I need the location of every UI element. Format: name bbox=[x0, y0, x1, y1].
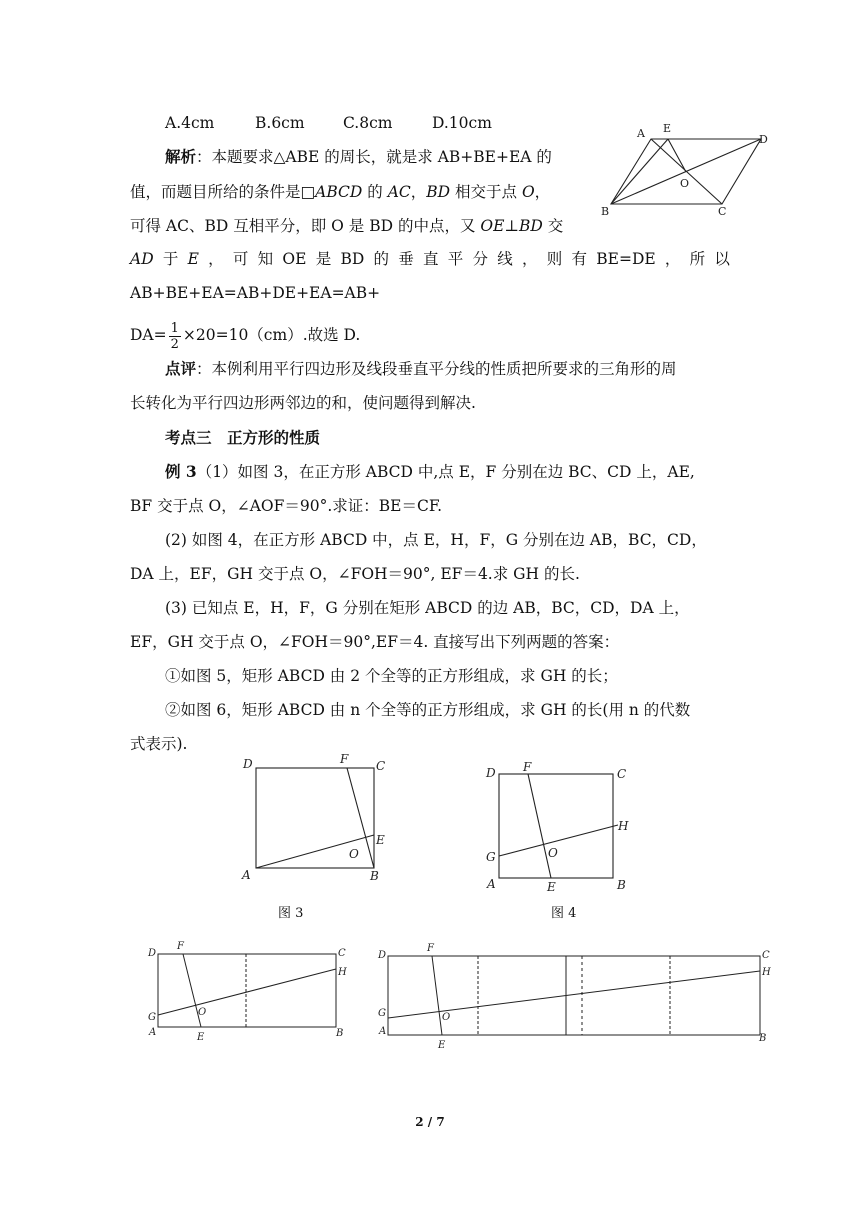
comment-line-2: 长转化为平行四边形两邻边的和，使问题得到解决. bbox=[130, 394, 476, 412]
fig4-label-a: A bbox=[487, 877, 496, 891]
figure-6 bbox=[372, 938, 782, 1053]
fig5-label-o: O bbox=[198, 1007, 207, 1018]
fig6-label-g: G bbox=[378, 1008, 386, 1019]
label-a: A bbox=[637, 127, 645, 140]
comment-line-1: 点评：本例利用平行四边形及线段垂直平分线的性质把所要求的三角形的周 bbox=[165, 359, 677, 378]
caption-fig3: 图 3 bbox=[278, 906, 304, 921]
fig6-label-f: F bbox=[427, 943, 434, 954]
fig4-label-f: F bbox=[523, 760, 532, 774]
label-d: D bbox=[759, 133, 768, 146]
section-title: 考点三 正方形的性质 bbox=[165, 428, 321, 447]
fig4-label-d: D bbox=[486, 766, 496, 780]
fig5-label-a: A bbox=[149, 1027, 157, 1038]
example-line-8: ②如图 6，矩形 ABCD 由 n 个全等的正方形组成，求 GH 的长(用 n 的代数 bbox=[165, 701, 691, 719]
analysis-line-1: 解析：本题要求△ABE 的周长，就是求 AB+BE+EA 的 bbox=[165, 147, 552, 166]
fig3-label-e: E bbox=[376, 833, 385, 847]
option-d: D.10cm bbox=[432, 114, 492, 132]
fig3-label-b: B bbox=[370, 869, 379, 883]
label-o: O bbox=[680, 177, 690, 190]
fig3-label-c: C bbox=[376, 759, 386, 773]
analysis-label: 解析 bbox=[165, 147, 197, 166]
fig5-label-f: F bbox=[177, 941, 184, 952]
fig5-label-b: B bbox=[336, 1028, 344, 1039]
figure-4 bbox=[481, 758, 641, 898]
example-line-2: BF 交于点 O，∠AOF＝90°.求证：BE＝CF. bbox=[130, 497, 443, 515]
figure-5 bbox=[143, 938, 353, 1048]
fig6-label-d: D bbox=[378, 950, 387, 961]
fig4-label-o: O bbox=[548, 846, 558, 860]
fig4-label-c: C bbox=[617, 767, 627, 781]
fig5-label-d: D bbox=[148, 948, 157, 959]
option-a: A.4cm bbox=[165, 114, 215, 132]
example-line-4: DA 上，EF，GH 交于点 O，∠FOH＝90°, EF＝4.求 GH 的长. bbox=[130, 565, 580, 583]
fig4-label-e: E bbox=[547, 880, 556, 894]
analysis-line-4: AD 于 E ， 可 知 OE 是 BD 的 垂 直 平 分 线 ， 则 有 BE=DE ， 所 以 bbox=[130, 250, 730, 268]
example-line-9: 式表示). bbox=[130, 735, 188, 753]
fig5-label-c: C bbox=[338, 948, 346, 959]
page-number: 2 / 7 bbox=[415, 1115, 445, 1129]
fig3-label-a: A bbox=[242, 868, 251, 882]
example-line-3: (2) 如图 4，在正方形 ABCD 中，点 E，H，F，G 分别在边 AB，BC，CD， bbox=[165, 531, 707, 549]
option-b: B.6cm bbox=[255, 114, 305, 132]
fig4-label-b: B bbox=[617, 878, 626, 892]
fig4-label-g: G bbox=[486, 850, 496, 864]
analysis-line-5: AB+BE+EA=AB+DE+EA=AB+ bbox=[130, 284, 381, 302]
fig6-label-h: H bbox=[762, 967, 771, 978]
comment-label: 点评 bbox=[165, 359, 197, 378]
fig5-label-h: H bbox=[338, 967, 347, 978]
example-label: 例 3 bbox=[165, 462, 197, 481]
label-c: C bbox=[718, 205, 727, 218]
label-b: B bbox=[601, 205, 610, 218]
caption-fig4: 图 4 bbox=[551, 906, 577, 921]
example-line-1: 例 3（1）如图 3，在正方形 ABCD 中,点 E，F 分别在边 BC、CD 上，AE, bbox=[165, 462, 695, 481]
analysis-line-2: 值，而题目所给的条件是□ABCD 的 AC，BD 相交于点 O， bbox=[130, 183, 551, 201]
fig6-label-a: A bbox=[379, 1026, 387, 1037]
fraction-one-half: $\frac{1}{2}$ bbox=[170, 320, 179, 352]
figure-3 bbox=[236, 752, 396, 887]
example-line-5: (3) 已知点 E，H，F，G 分别在矩形 ABCD 的边 AB，BC，CD，DA 上， bbox=[165, 599, 690, 617]
fig3-label-o: O bbox=[349, 847, 359, 861]
option-c: C.8cm bbox=[343, 114, 393, 132]
fig3-label-d: D bbox=[243, 757, 253, 771]
fig5-label-e: E bbox=[197, 1032, 205, 1043]
example-line-7: ①如图 5，矩形 ABCD 由 2 个全等的正方形组成，求 GH 的长； bbox=[165, 667, 618, 685]
example-line-6: EF，GH 交于点 O，∠FOH＝90°,EF＝4. 直接写出下列两题的答案： bbox=[130, 633, 620, 651]
fig5-label-g: G bbox=[148, 1012, 156, 1023]
fig6-label-b: B bbox=[759, 1033, 767, 1044]
fig3-label-f: F bbox=[340, 752, 349, 766]
fig4-label-h: H bbox=[618, 819, 629, 833]
label-e: E bbox=[663, 122, 672, 135]
fig6-label-e: E bbox=[438, 1040, 446, 1051]
fig6-label-o: O bbox=[442, 1012, 451, 1023]
parallelogram-figure bbox=[596, 118, 772, 228]
analysis-line-6: DA= $\frac{1}{2}$ ×20=10（cm）.故选 D. bbox=[130, 320, 361, 352]
fig6-label-c: C bbox=[762, 950, 770, 961]
analysis-line-3: 可得 AC、BD 互相平分，即 O 是 BD 的中点，又 OE⊥BD 交 bbox=[130, 217, 564, 235]
